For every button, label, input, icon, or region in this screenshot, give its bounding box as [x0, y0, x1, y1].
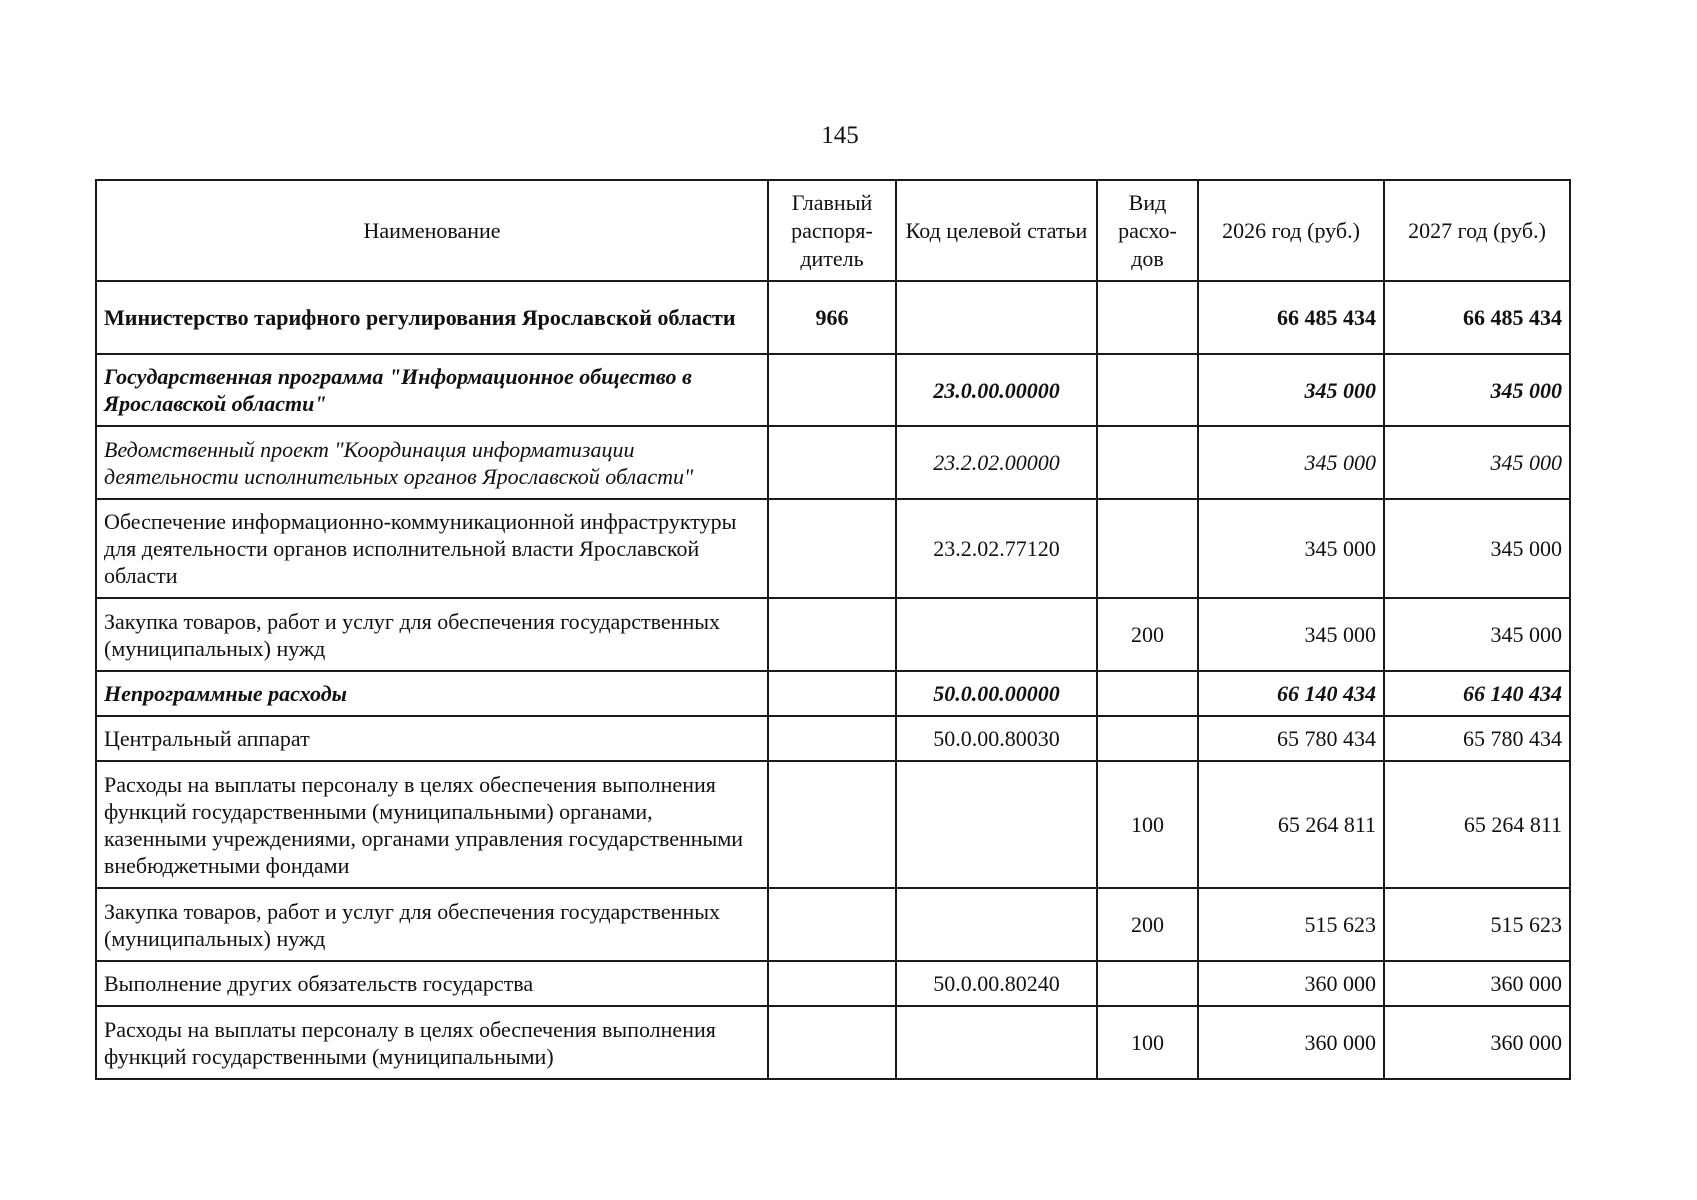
- cell-main-manager: [768, 761, 896, 888]
- cell-main-manager: 966: [768, 281, 896, 354]
- cell-year-2027: 515 623: [1384, 888, 1570, 961]
- cell-main-manager: [768, 499, 896, 598]
- table-row: [96, 354, 1570, 426]
- cell-year-2026: 345 000: [1198, 426, 1384, 499]
- header-expense-type: Вид расхо-дов: [1097, 180, 1198, 281]
- cell-year-2026: 65 780 434: [1198, 716, 1384, 761]
- cell-name: Государственная программа "Информационное общество в Ярославской области": [96, 354, 768, 426]
- budget-table: [95, 179, 1571, 1080]
- cell-expense-type: 100: [1097, 1006, 1198, 1079]
- cell-expense-type: [1097, 671, 1198, 716]
- cell-main-manager: [768, 1006, 896, 1079]
- cell-target-code: 50.0.00.00000: [896, 671, 1097, 716]
- cell-year-2027: 345 000: [1384, 426, 1570, 499]
- cell-target-code: [896, 281, 1097, 354]
- cell-name: Выполнение других обязательств государства: [96, 961, 768, 1006]
- cell-year-2026: 345 000: [1198, 354, 1384, 426]
- cell-year-2026: 65 264 811: [1198, 761, 1384, 888]
- table-row: [96, 671, 1570, 716]
- cell-main-manager: [768, 598, 896, 671]
- cell-name: Расходы на выплаты персоналу в целях обеспечения выполнения функций государственными (муниципальными): [96, 1006, 768, 1079]
- cell-expense-type: [1097, 499, 1198, 598]
- cell-year-2027: 65 780 434: [1384, 716, 1570, 761]
- table-row: [96, 961, 1570, 1006]
- table-row: [96, 761, 1570, 888]
- cell-year-2027: 66 485 434: [1384, 281, 1570, 354]
- cell-target-code: [896, 598, 1097, 671]
- table-row: [96, 426, 1570, 499]
- header-year-2026: 2026 год (руб.): [1198, 180, 1384, 281]
- cell-main-manager: [768, 716, 896, 761]
- table-header-row: [96, 180, 1570, 281]
- header-main-manager: Главный распоря-дитель: [768, 180, 896, 281]
- cell-expense-type: [1097, 281, 1198, 354]
- cell-year-2026: 345 000: [1198, 598, 1384, 671]
- cell-name: Центральный аппарат: [96, 716, 768, 761]
- cell-name: Министерство тарифного регулирования Ярославской области: [96, 281, 768, 354]
- cell-target-code: 50.0.00.80240: [896, 961, 1097, 1006]
- table-row: [96, 281, 1570, 354]
- cell-main-manager: [768, 671, 896, 716]
- table-row: [96, 598, 1570, 671]
- cell-name: Закупка товаров, работ и услуг для обеспечения государственных (муниципальных) нужд: [96, 888, 768, 961]
- cell-name: Непрограммные расходы: [96, 671, 768, 716]
- cell-expense-type: 200: [1097, 598, 1198, 671]
- cell-name: Закупка товаров, работ и услуг для обеспечения государственных (муниципальных) нужд: [96, 598, 768, 671]
- header-year-2027: 2027 год (руб.): [1384, 180, 1570, 281]
- header-name: Наименование: [96, 180, 768, 281]
- cell-expense-type: 200: [1097, 888, 1198, 961]
- cell-target-code: [896, 1006, 1097, 1079]
- cell-expense-type: [1097, 426, 1198, 499]
- cell-target-code: 50.0.00.80030: [896, 716, 1097, 761]
- cell-main-manager: [768, 888, 896, 961]
- cell-year-2027: 360 000: [1384, 961, 1570, 1006]
- table-row: [96, 1006, 1570, 1079]
- cell-year-2026: 515 623: [1198, 888, 1384, 961]
- cell-target-code: 23.0.00.00000: [896, 354, 1097, 426]
- cell-expense-type: [1097, 354, 1198, 426]
- cell-target-code: [896, 888, 1097, 961]
- cell-year-2026: 360 000: [1198, 1006, 1384, 1079]
- page-number: 145: [821, 122, 859, 149]
- cell-target-code: [896, 761, 1097, 888]
- cell-year-2027: 345 000: [1384, 499, 1570, 598]
- cell-target-code: 23.2.02.77120: [896, 499, 1097, 598]
- cell-target-code: 23.2.02.00000: [896, 426, 1097, 499]
- cell-main-manager: [768, 961, 896, 1006]
- table-body: [96, 281, 1570, 1079]
- cell-main-manager: [768, 354, 896, 426]
- cell-year-2026: 345 000: [1198, 499, 1384, 598]
- cell-year-2027: 66 140 434: [1384, 671, 1570, 716]
- cell-year-2027: 345 000: [1384, 598, 1570, 671]
- table-row: [96, 716, 1570, 761]
- cell-year-2027: 360 000: [1384, 1006, 1570, 1079]
- cell-year-2027: 65 264 811: [1384, 761, 1570, 888]
- cell-main-manager: [768, 426, 896, 499]
- cell-expense-type: [1097, 716, 1198, 761]
- cell-name: Обеспечение информационно-коммуникационной инфраструктуры для деятельности органов исполнительной власти Ярославской области: [96, 499, 768, 598]
- table-row: [96, 499, 1570, 598]
- cell-name: Расходы на выплаты персоналу в целях обеспечения выполнения функций государственными (муниципальными) органами, казенными учреждениями, органами управления государственными внебюджетными фондами: [96, 761, 768, 888]
- cell-year-2027: 345 000: [1384, 354, 1570, 426]
- cell-year-2026: 66 485 434: [1198, 281, 1384, 354]
- cell-name: Ведомственный проект "Координация информатизации деятельности исполнительных органов Ярославской области": [96, 426, 768, 499]
- table-row: [96, 888, 1570, 961]
- cell-expense-type: [1097, 961, 1198, 1006]
- cell-year-2026: 66 140 434: [1198, 671, 1384, 716]
- cell-expense-type: 100: [1097, 761, 1198, 888]
- header-target-code: Код целевой статьи: [896, 180, 1097, 281]
- cell-year-2026: 360 000: [1198, 961, 1384, 1006]
